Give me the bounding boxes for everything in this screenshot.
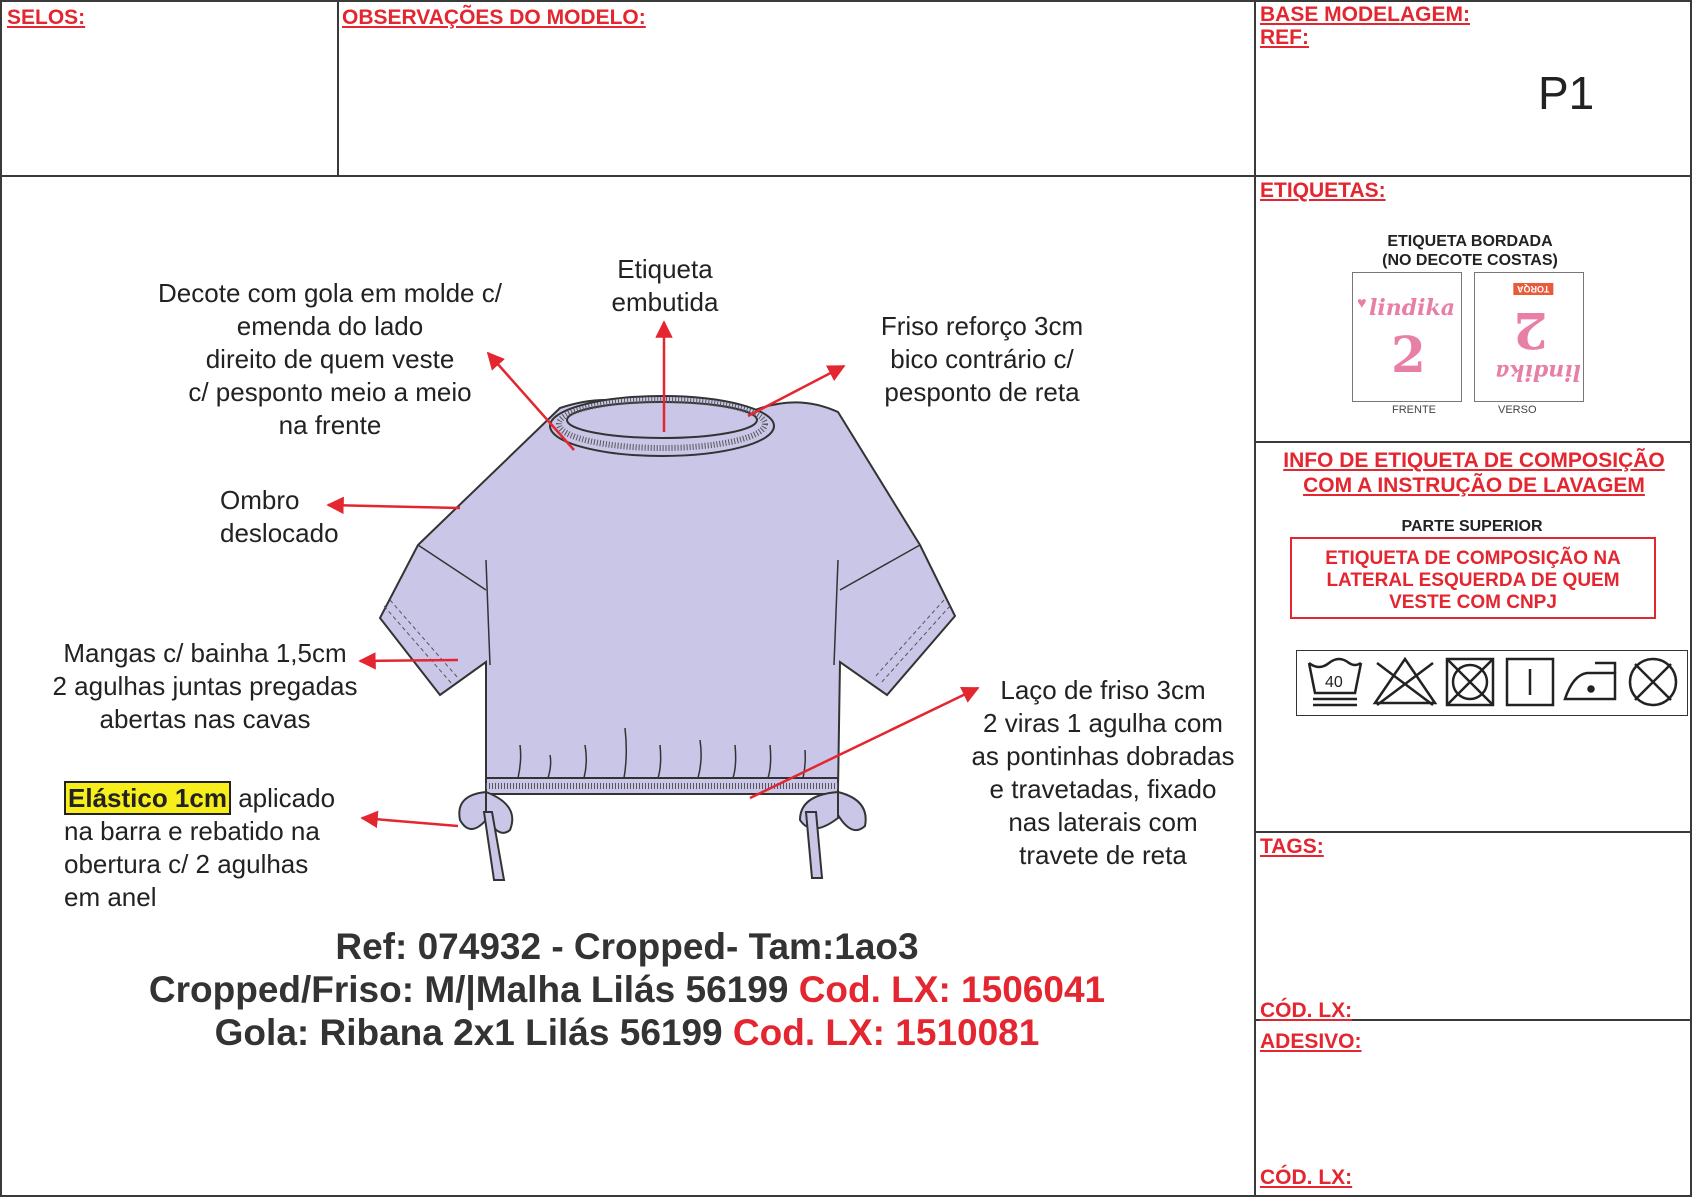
note-elastico: Elástico 1cm aplicado na barra e rebatido na obertura c/ 2 agulhas em anel [64,783,336,912]
ref-line-3: Gola: Ribana 2x1 Lilás 56199 Cod. LX: 1510081 [214,1012,1040,1053]
verso-label: VERSO [1498,404,1537,416]
size-value: P1 [1538,67,1595,119]
etiquetas-box [1254,175,1692,443]
note-etiqueta: Etiqueta embutida [611,254,719,317]
iron-low-icon [1565,663,1615,699]
tag-badge: TORQA [1513,283,1553,295]
frente-label: FRENTE [1392,404,1436,416]
brand-logo: lindika [1369,295,1455,321]
line-dry-icon [1507,659,1553,705]
note-ombro: Ombro deslocado [220,485,339,548]
svg-text:40: 40 [1325,674,1343,691]
note-decote: Decote com gola em molde c/ emenda do lado direito de quem veste c/ pesponto meio a meio na frente [158,278,502,440]
tag-front [1352,272,1462,402]
no-tumble-dry-icon [1447,659,1493,705]
tags-label: TAGS: [1260,835,1324,858]
ref-label: REF: [1260,26,1309,49]
note-laco: Laço de friso 3cm 2 viras 1 agulha com as pontinhas dobradas e travetadas, fixado nas laterais com travete de reta [971,675,1235,870]
note-mangas: Mangas c/ bainha 1,5cm 2 agulhas juntas pregadas abertas nas cavas [52,638,358,734]
composicao-title: INFO DE ETIQUETA DE COMPOSIÇÃO COM A INSTRUÇÃO DE LAVAGEM [1283,449,1665,497]
heart-icon: ♥ [1357,295,1367,312]
ref-line-2: Cropped/Friso: M/|Malha Lilás 56199 Cod. LX: 1506041 [148,969,1106,1010]
parte-superior-label: PARTE SUPERIOR [1401,518,1543,535]
left-bow [459,792,512,880]
brand-logo-mirrored: lindika [1495,359,1581,385]
etiqueta-bordada-title: ETIQUETA BORDADA (NO DECOTE COSTAS) [1382,233,1558,269]
tags-box [1254,831,1692,1021]
no-dry-clean-icon [1630,659,1676,705]
cod-lx-label-tags: CÓD. LX: [1260,999,1353,1022]
composicao-box [1254,441,1692,833]
tag-number-mirrored: 2 [1513,301,1548,360]
elastico-highlight: Elástico 1cm [64,781,231,815]
care-icons-strip [1296,650,1688,716]
etiquetas-label: ETIQUETAS: [1260,179,1386,202]
observacoes-label: OBSERVAÇÕES DO MODELO: [342,6,646,29]
garment-body [380,400,955,790]
right-bow [800,792,866,878]
selos-label: SELOS: [7,6,86,29]
ref-line-1: Ref: 074932 - Cropped- Tam:1ao3 [335,926,919,967]
reference-block [0,925,1254,1054]
adesivo-label: ADESIVO: [1260,1030,1362,1053]
cod-lx-label-adesivo: CÓD. LX: [1260,1166,1353,1189]
composicao-note-box: ETIQUETA DE COMPOSIÇÃO NA LATERAL ESQUERDA DE QUEM VESTE COM CNPJ [1290,537,1656,619]
base-modelagem-label: BASE MODELAGEM: [1260,3,1470,26]
tag-back [1474,272,1584,402]
no-bleach-icon [1375,659,1435,705]
wash-40-icon [1309,659,1361,705]
note-friso: Friso reforço 3cm bico contrário c/ pesponto de reta [880,311,1084,407]
tag-number: 2 [1391,325,1426,384]
